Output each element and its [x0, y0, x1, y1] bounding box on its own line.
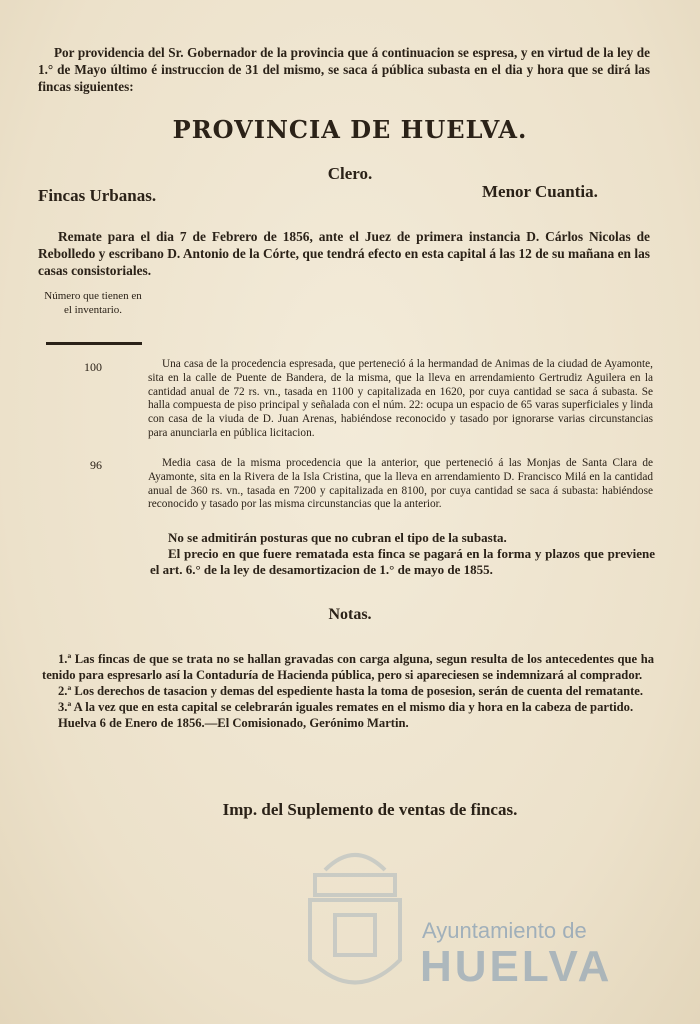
section-heading: Clero. — [327, 164, 373, 183]
intro-paragraph — [38, 44, 650, 95]
imprint: Imp. del Suplemento de ventas de fincas. — [222, 800, 518, 819]
condition-text: El precio en que fuere rematada esta finca se pagará en la forma y plazos que previene el art. 6.° de la ley de desamortizacion de 1.° de mayo de 1855. — [150, 546, 655, 577]
intro-text: Por providencia del Sr. Gobernador de la provincia que á continuacion se espresa, y en virtud de la ley de 1.° de Mayo último é instruccion de 31 del mismo, se saca á pública subasta en el dia y hora que se dirá las fincas siguientes: — [38, 45, 650, 94]
entry-paragraph: Media casa de la misma procedencia que la anterior, que perteneció á las Monjas de Santa Clara de Ayamonte, sita en la Rivera de la Isla Cristina, que la lleva en arrendamiento D. Francisco Milá en la cantidad anual de 360 rs. vn., tasada en 7200 y capitalizada en 8100, por cuya cantidad se saca á subasta: habiéndose reconocido y tasado por las misma circunstancias que la anterior. — [148, 457, 653, 511]
left-heading: Fincas Urbanas. — [38, 186, 157, 205]
note-item: 2.ª Los derechos de tasacion y demas del espediente hasta la toma de posesion, serán de cuenta del rematante. — [58, 684, 644, 698]
entry-number: 100 — [84, 360, 102, 374]
notes-heading: Notas. — [328, 606, 372, 623]
entry-paragraph: Una casa de la procedencia espresada, que perteneció á la hermandad de Animas de la ciudad de Ayamonte, sita en la calle de Puente de Bandera, de la misma, que la lleva en arrendamiento Gertrudiz Aguilera en la cantidad anual de 72 rs. vn., tasada en 1100 y capitalizada en 1620, por cuya cantidad se saca á subasta. Se halla compuesta de piso principal y señalada con el núm. 22: ocupa un espacio de 65 varas superficiales y linda con casa de la viuda de D. Juan Arenas, habiéndose reconocido y tasado por ignorarse varias circunstancias para anunciarla en pública licitacion. — [148, 358, 653, 439]
entry-number: 96 — [90, 458, 102, 472]
page-title: PROVINCIA DE HUELVA. — [172, 115, 528, 144]
remate-paragraph — [38, 228, 650, 279]
entry-text — [148, 457, 653, 512]
header-rule — [46, 342, 142, 345]
watermark-line2: HUELVA — [420, 942, 613, 991]
conditions-block — [150, 530, 655, 578]
watermark-line1: Ayuntamiento de — [422, 918, 587, 943]
note-item: 1.ª Las fincas de que se trata no se hallan gravadas con carga alguna, segun resulta de los antecedentes que ha tenido para espresarlo así la Contaduría de Hacienda pública, pero si apareciesen se indemnizará al comprador. — [42, 652, 654, 682]
remate-text: Remate para el dia 7 de Febrero de 1856, ante el Juez de primera instancia D. Cárlos Nicolas de Rebolledo y escribano D. Antonio de la Córte, que tendrá efecto en esta capital á las 12 de su mañana en las casas consistoriales. — [38, 229, 650, 278]
number-column-header: Número que tienen en el inventario. — [44, 290, 142, 316]
notes-block — [42, 651, 654, 731]
entry-text — [148, 358, 653, 441]
right-heading: Menor Cuantia. — [482, 182, 598, 201]
condition-text: No se admitirán posturas que no cubran el tipo de la subasta. — [168, 530, 507, 545]
note-item: 3.ª A la vez que en esta capital se celebrarán iguales remates en el mismo dia y hora en la cabeza de partido. — [58, 700, 634, 714]
signature-line: Huelva 6 de Enero de 1856.—El Comisionado, Gerónimo Martin. — [58, 716, 409, 730]
